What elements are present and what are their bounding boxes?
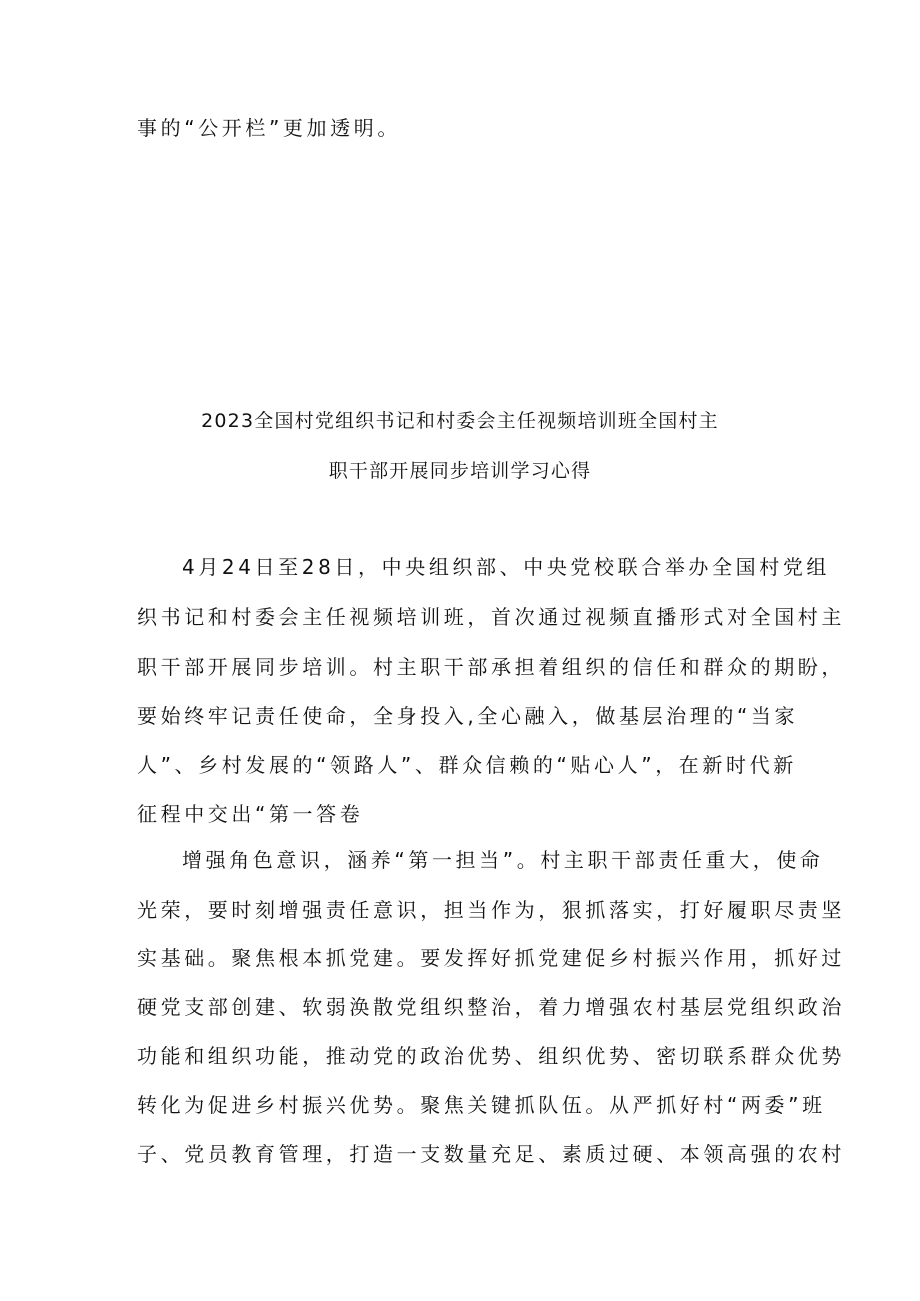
- paragraph-1-line: 人”、乡村发展的“领路人”、群众信赖的“贴心人”，在新时代新: [137, 753, 797, 777]
- title-line-2: 职干部开展同步培训学习心得: [328, 460, 592, 482]
- paragraph-2-line: 功能和组织功能，推动党的政治优势、组织优势、密切联系群众优势: [137, 1044, 845, 1068]
- paragraph-2-line: 转化为促进乡村振兴优势。聚焦关键抓队伍。从严抓好村“两委”班: [137, 1093, 826, 1117]
- paragraph-2-line: 硬党支部创建、软弱涣散党组织整治，着力增强农村基层党组织政治: [137, 995, 845, 1019]
- top-fragment-line: 事的“公开栏”更加透明。: [137, 116, 401, 140]
- paragraph-2-line: 增强角色意识，涵养“第一担当”。村主职干部责任重大，使命: [182, 848, 824, 872]
- paragraph-2-line: 实基础。聚焦根本抓党建。要发挥好抓党建促乡村振兴作用，抓好过: [137, 946, 845, 970]
- title-line-1: 2023全国村党组织书记和村委会主任视频培训班全国村主: [201, 410, 719, 432]
- paragraph-2-line: 光荣，要时刻增强责任意识，担当作为，狠抓落实，打好履职尽责坚: [137, 898, 845, 922]
- paragraph-1-line: 职干部开展同步培训。村主职干部承担着组织的信任和群众的期盼，: [137, 655, 845, 679]
- paragraph-2-line: 子、党员教育管理，打造一支数量充足、素质过硬、本领高强的农村: [137, 1142, 845, 1166]
- paragraph-1-line: 织书记和村委会主任视频培训班，首次通过视频直播形式对全国村主: [137, 605, 845, 629]
- paragraph-1-line: 要始终牢记责任使命，全身投入,全心融入，做基层治理的“当家: [137, 704, 799, 728]
- paragraph-1-line: 征程中交出“第一答卷: [137, 802, 364, 826]
- paragraph-1-line: 4月24日至28日，中央组织部、中央党校联合举办全国村党组: [182, 555, 831, 579]
